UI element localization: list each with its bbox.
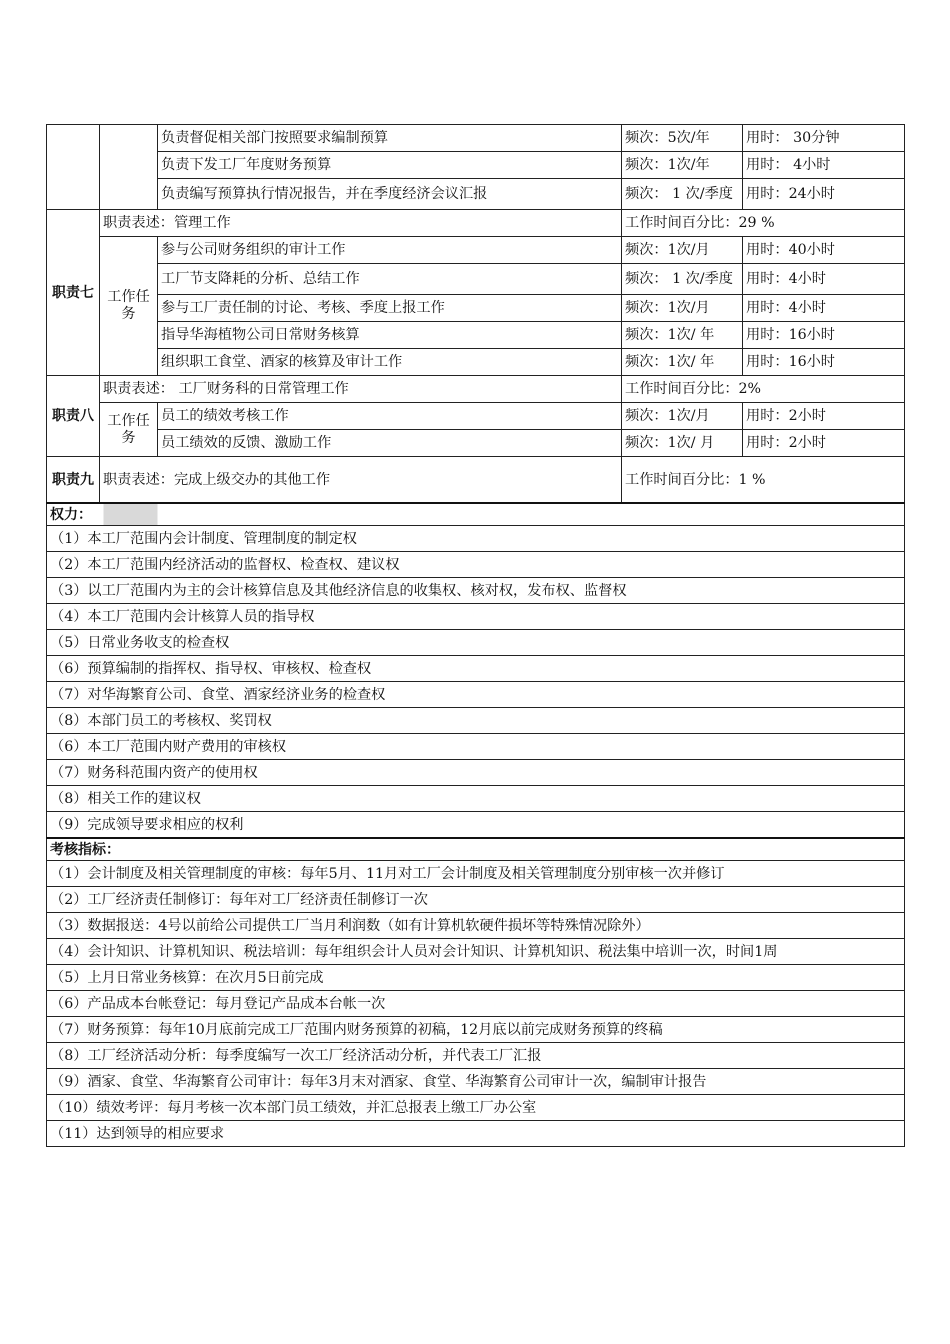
task-text: 指导华海植物公司日常财务核算 [158, 322, 622, 349]
duty-label: 职责九 [47, 457, 100, 504]
work-task-label: 工作任务 [100, 237, 158, 376]
kpi-item: （11）达到领导的相应要求 [47, 1121, 905, 1147]
authority-header-row [47, 503, 905, 526]
kpi-item: （4）会计知识、计算机知识、税法培训：每年组织会计人员对会计知识、计算机知识、税法集中培训一次，时间1周 [47, 939, 905, 965]
job-description-table [46, 124, 905, 1147]
work-task-label: 工作任务 [100, 403, 158, 457]
authority-item: （8）相关工作的建议权 [47, 786, 905, 812]
task-frequency: 频次：5次/年 [622, 125, 743, 152]
kpi-header-row [47, 838, 905, 861]
authority-item: （3）以工厂范围内为主的会计核算信息及其他经济信息的收集权、核对权，发布权、监督权 [47, 578, 905, 604]
task-row [47, 322, 905, 349]
task-duration: 用时：4小时 [743, 264, 905, 295]
authority-item: （5）日常业务收支的检查权 [47, 630, 905, 656]
kpi-item: （10）绩效考评：每月考核一次本部门员工绩效，并汇总报表上缴工厂办公室 [47, 1095, 905, 1121]
task-duration: 用时：40小时 [743, 237, 905, 264]
authority-item: （4）本工厂范围内会计核算人员的指导权 [47, 604, 905, 630]
duty-statement: 职责表述： 工厂财务科的日常管理工作 [100, 376, 622, 403]
task-frequency: 频次：1次/月 [622, 295, 743, 322]
kpi-item: （8）工厂经济活动分析：每季度编写一次工厂经济活动分析，并代表工厂汇报 [47, 1043, 905, 1069]
task-duration: 用时：16小时 [743, 322, 905, 349]
authority-item: （8）本部门员工的考核权、奖罚权 [47, 708, 905, 734]
authority-item: （2）本工厂范围内经济活动的监督权、检查权、建议权 [47, 552, 905, 578]
task-frequency: 频次： 1 次/季度 [622, 264, 743, 295]
task-row [47, 237, 905, 264]
task-text: 员工的绩效考核工作 [158, 403, 622, 430]
kpi-item: （2）工厂经济责任制修订：每年对工厂经济责任制修订一次 [47, 887, 905, 913]
task-duration: 用时：16小时 [743, 349, 905, 376]
kpi-item: （6）产品成本台帐登记：每月登记产品成本台帐一次 [47, 991, 905, 1017]
task-frequency: 频次：1次/ 月 [622, 430, 743, 457]
task-text: 参与工厂责任制的讨论、考核、季度上报工作 [158, 295, 622, 322]
authority-item: （9）完成领导要求相应的权利 [47, 812, 905, 839]
duty-time-percent: 工作时间百分比：29 % [622, 210, 905, 237]
task-row [47, 264, 905, 295]
task-duration: 用时： 4小时 [743, 152, 905, 179]
duty-label: 职责八 [47, 376, 100, 457]
authority-item: （6）预算编制的指挥权、指导权、审核权、检查权 [47, 656, 905, 682]
task-duration: 用时：4小时 [743, 295, 905, 322]
task-frequency: 频次：1次/月 [622, 403, 743, 430]
kpi-title: 考核指标： [47, 838, 905, 861]
task-text: 负责编写预算执行情况报告，并在季度经济会议汇报 [158, 179, 622, 210]
duty-time-percent: 工作时间百分比：1 % [622, 457, 905, 504]
task-text: 参与公司财务组织的审计工作 [158, 237, 622, 264]
task-text: 组织职工食堂、酒家的核算及审计工作 [158, 349, 622, 376]
task-row [47, 430, 905, 457]
task-row [47, 125, 905, 152]
authority-title: 权力： [47, 503, 905, 526]
task-duration: 用时：2小时 [743, 403, 905, 430]
task-row [47, 152, 905, 179]
task-frequency: 频次：1次/ 年 [622, 322, 743, 349]
sub-label-cell [100, 125, 158, 210]
task-frequency: 频次：1次/月 [622, 237, 743, 264]
duty-time-percent: 工作时间百分比：2% [622, 376, 905, 403]
task-row [47, 403, 905, 430]
task-frequency: 频次： 1 次/季度 [622, 179, 743, 210]
task-duration: 用时：2小时 [743, 430, 905, 457]
task-row [47, 349, 905, 376]
task-frequency: 频次：1次/年 [622, 152, 743, 179]
kpi-item: （3）数据报送：4号以前给公司提供工厂当月利润数（如有计算机软硬件损坏等特殊情况除外） [47, 913, 905, 939]
duty-statement: 职责表述：管理工作 [100, 210, 622, 237]
duty-statement-row [47, 210, 905, 237]
task-row [47, 179, 905, 210]
kpi-item: （9）酒家、食堂、华海繁育公司审计：每年3月末对酒家、食堂、华海繁育公司审计一次，编制审计报告 [47, 1069, 905, 1095]
task-duration: 用时：24小时 [743, 179, 905, 210]
authority-item: （7）对华海繁育公司、食堂、酒家经济业务的检查权 [47, 682, 905, 708]
authority-item: （1）本工厂范围内会计制度、管理制度的制定权 [47, 526, 905, 552]
kpi-item: （7）财务预算：每年10月底前完成工厂范围内财务预算的初稿，12月底以前完成财务预算的终稿 [47, 1017, 905, 1043]
authority-item: （6）本工厂范围内财产费用的审核权 [47, 734, 905, 760]
task-frequency: 频次：1次/ 年 [622, 349, 743, 376]
authority-item: （7）财务科范围内资产的使用权 [47, 760, 905, 786]
kpi-item: （1）会计制度及相关管理制度的审核：每年5月、11月对工厂会计制度及相关管理制度分别审核一次并修订 [47, 861, 905, 887]
duty-label: 职责七 [47, 210, 100, 376]
task-text: 负责下发工厂年度财务预算 [158, 152, 622, 179]
task-duration: 用时： 30分钟 [743, 125, 905, 152]
duty-statement-row [47, 457, 905, 504]
task-text: 负责督促相关部门按照要求编制预算 [158, 125, 622, 152]
task-text: 工厂节支降耗的分析、总结工作 [158, 264, 622, 295]
task-text: 员工绩效的反馈、激励工作 [158, 430, 622, 457]
duty-statement-row [47, 376, 905, 403]
kpi-item: （5）上月日常业务核算：在次月5日前完成 [47, 965, 905, 991]
duty-label-cell [47, 125, 100, 210]
task-row [47, 295, 905, 322]
duty-statement: 职责表述：完成上级交办的其他工作 [100, 457, 622, 504]
